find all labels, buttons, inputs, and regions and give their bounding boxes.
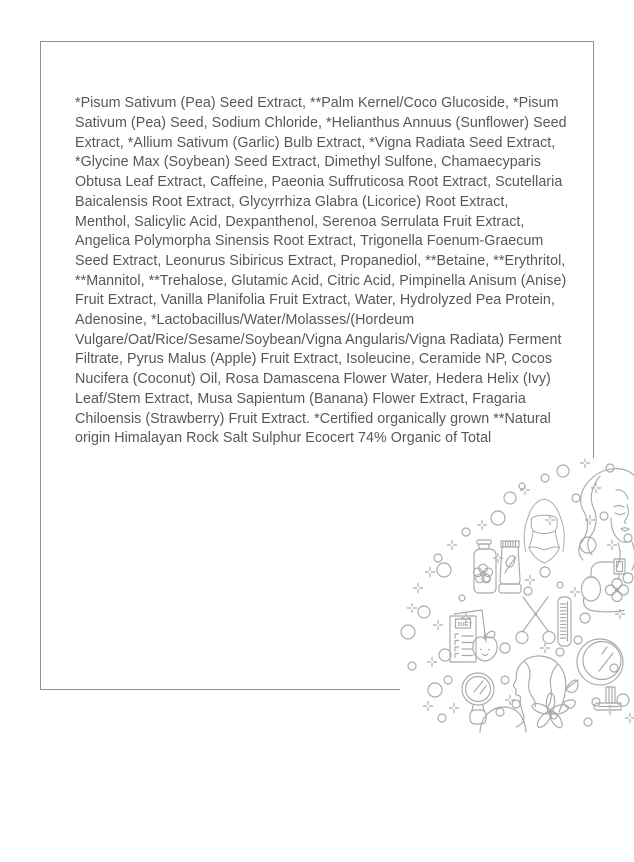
ingredients-text: *Pisum Sativum (Pea) Seed Extract, **Palm Kernel/Coco Glucoside, *Pisum Sativum (Pea) Seed, Sodium Chloride, *Helianthus Annuus (Sunflower) Seed Extract, *Allium Sativum (Garlic) Bulb Extract, *Vigna Radiata Seed Extract, *Glycine Max (Soybean) Seed Extract, Dimethyl Sulfone, Chamaecyparis Obtusa Leaf Extract, Caffeine, Paeonia Suffruticosa Root Extract, Scutellaria Baicalensis Root Extract, Glycyrrhiza Glabra (Licorice) Root Extract, Menthol, Salicylic Acid, Dexpanthenol, Serenoa Serrulata Fruit Extract, Angelica Polymorpha Sinensis Root Extract, Trigonella Foenum-Graecum Seed Extract, Leonurus Sibiricus Extract, Propanediol, **Betaine, **Erythritol, **Mannitol, **Trehalose, Glutamic Acid, Citric Acid, Pimpinella Anisum (Anise) Fruit Extract, Vanilla Planifolia Fruit Extract, Water, Hydrolyzed Pea Protein, Adenosine, *Lactobacillus/Water/Molasses/(Hordeum Vulgare/Oat/Rice/Sesame/Soybean/Vigna Angularis/Vigna Radiata) Ferment Filtrate, Pyrus Malus (Apple) Fruit Extract, Isoleucine, Ceramide NP, Cocos Nucifera (Coconut) Oil, Rosa Damascena Flower Water, Hedera Helix (Ivy) Leaf/Stem Extract, Musa Sapientum (Banana) Flower Extract, Fragaria Chiloensis (Strawberry) Fruit Extract. *Certified organically grown **Natural origin Himalayan Rock Salt Sulphur Ecocert 74% Organic of Total xyxy=(75,95,567,447)
hand-mirror-icon xyxy=(462,673,494,724)
diet-label: DIET xyxy=(458,622,473,628)
cosmetic-tube-icon xyxy=(499,541,521,593)
diet-plan-sheet-icon xyxy=(450,610,497,662)
scissors-icon xyxy=(516,597,555,644)
head-silhouette-icon xyxy=(480,707,526,732)
comb-icon xyxy=(558,597,571,646)
lotion-pump-icon xyxy=(477,540,491,544)
vanity-mirror-icon xyxy=(577,639,623,710)
perfume-atomizer-icon xyxy=(582,559,629,612)
woman-in-bikini-icon xyxy=(524,499,564,563)
cosmetics-set-icon xyxy=(474,540,522,593)
